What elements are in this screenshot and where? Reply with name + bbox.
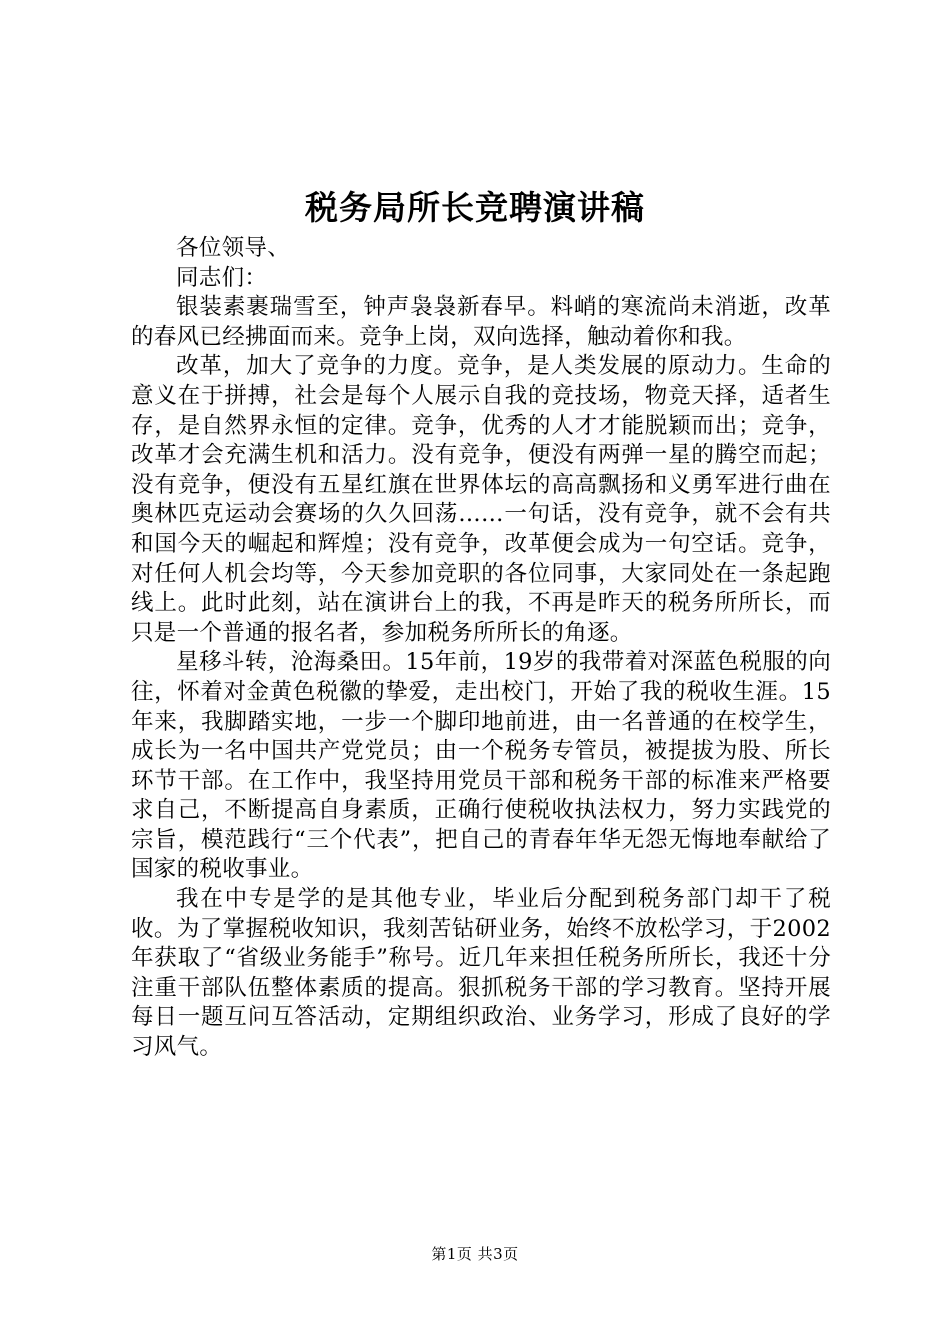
- salutation-line-2: 同志们：: [176, 264, 268, 291]
- page-number: 第1页 共3页: [431, 1245, 519, 1263]
- page-footer: [0, 1244, 950, 1264]
- paragraph-1: 银装素裹瑞雪至，钟声袅袅新春早。料峭的寒流尚未消逝，改革的春风已经拂面而来。竞争上岗，双向选择，触动着你和我。: [131, 294, 831, 350]
- document-title: 税务局所长竞聘演讲稿: [305, 188, 645, 227]
- paragraph-4: 我在中专是学的是其他专业，毕业后分配到税务部门却干了税收。为了掌握税收知识，我刻苦钻研业务，始终不放松学习，于2002年获取了“省级业务能手”称号。近几年来担任税务所所长，我还十分注重干部队伍整体素质的提高。狠抓税务干部的学习教育。坚持开展每日一题互问互答活动，定期组织政治、业务学习，形成了良好的学习风气。: [131, 886, 831, 1061]
- paragraph-2: 改革，加大了竞争的力度。竞争，是人类发展的原动力。生命的意义在于拼搏，社会是每个人展示自我的竞技场，物竞天择，适者生存，是自然界永恒的定律。竞争，优秀的人才才能脱颖而出；竞争，改革才会充满生机和活力。没有竞争，便没有两弹一星的腾空而起；没有竞争，便没有五星红旗在世界体坛的高高飘扬和义勇军进行曲在奥林匹克运动会赛场的久久回荡……一句话，没有竞争，就不会有共和国今天的崛起和辉煌；没有竞争，改革便会成为一句空话。竞争，对任何人机会均等，今天参加竞职的各位同事，大家同处在一条起跑线上。此时此刻，站在演讲台上的我，不再是昨天的税务所所长，而只是一个普通的报名者，参加税务所所长的角逐。: [131, 353, 831, 646]
- paragraph-3: 星移斗转，沧海桑田。15年前，19岁的我带着对深蓝色税服的向往，怀着对金黄色税徽的挚爱，走出校门，开始了我的税收生涯。15年来，我脚踏实地，一步一个脚印地前进，由一名普通的在校学生，成长为一名中国共产党党员；由一个税务专管员，被提拔为股、所长环节干部。在工作中，我坚持用党员干部和税务干部的标准来严格要求自己，不断提高自身素质，正确行使税收执法权力，努力实践党的宗旨，模范践行“三个代表”，把自己的青春年华无怨无悔地奉献给了国家的税收事业。: [131, 649, 831, 883]
- document-body: [131, 234, 831, 1063]
- salutation-line-1: 各位领导、: [176, 235, 291, 261]
